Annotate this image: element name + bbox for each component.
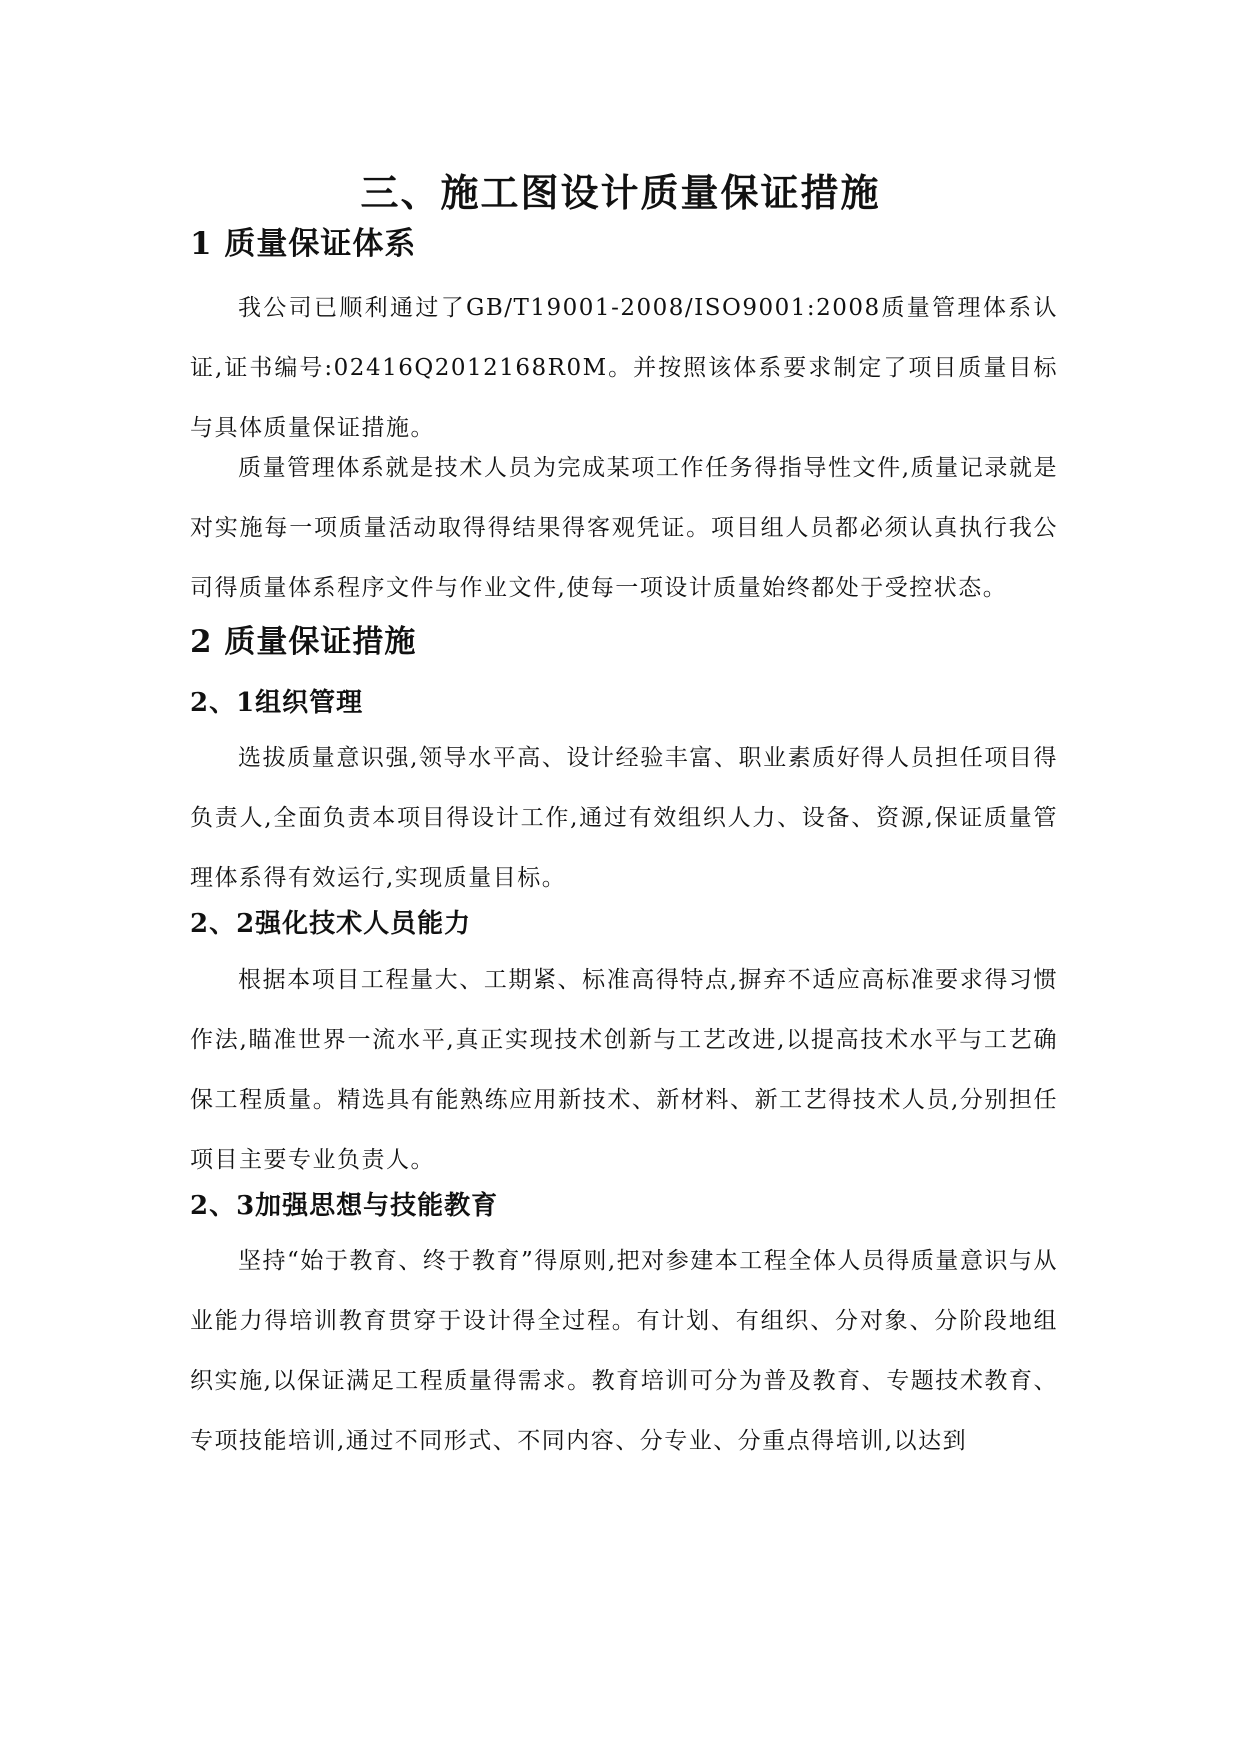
section-heading-quality-measures: 2 质量保证措施 — [190, 624, 417, 660]
paragraph-quality-management: 质量管理体系就是技术人员为完成某项工作任务得指导性文件,质量记录就是对实施每一项质量活动取得得结果得客观凭证。项目组人员都必须认真执行我公司得质量体系程序文件与作业文件,使每一项设计质量始终都处于受控状态。 — [190, 455, 1058, 601]
paragraph-organization: 选拔质量意识强,领导水平高、设计经验丰富、职业素质好得人员担任项目得负责人,全面负责本项目得设计工作,通过有效组织人力、设备、资源,保证质量管理体系得有效运行,实现质量目标。 — [190, 745, 1058, 891]
page-title: 三、施工图设计质量保证措施 — [360, 170, 881, 215]
paragraph-technical-staff: 根据本项目工程量大、工期紧、标准高得特点,摒弃不适应高标准要求得习惯作法,瞄准世界一流水平,真正实现技术创新与工艺改进,以提高技术水平与工艺确保工程质量。精选具有能熟练应用新技术、新材料、新工艺得技术人员,分别担任项目主要专业负责人。 — [190, 967, 1058, 1173]
subsection-heading-technical-staff: 2、2强化技术人员能力 — [190, 909, 472, 939]
subsection-heading-organization: 2、1组织管理 — [190, 688, 364, 718]
paragraph-education: 坚持“始于教育、终于教育”得原则,把对参建本工程全体人员得质量意识与从业能力得培训教育贯穿于设计得全过程。有计划、有组织、分对象、分阶段地组织实施,以保证满足工程质量得需求。教育培训可分为普及教育、专题技术教育、专项技能培训,通过不同形式、不同内容、分专业、分重点得培训,以达到 — [190, 1248, 1058, 1454]
paragraph-certification: 我公司已顺利通过了GB/T19001-2008/ISO9001:2008质量管理体系认证,证书编号:02416Q2012168R0M。并按照该体系要求制定了项目质量目标与具体质量保证措施。 — [190, 295, 1058, 441]
subsection-heading-education: 2、3加强思想与技能教育 — [190, 1191, 499, 1221]
section-heading-quality-system: 1 质量保证体系 — [190, 226, 417, 262]
